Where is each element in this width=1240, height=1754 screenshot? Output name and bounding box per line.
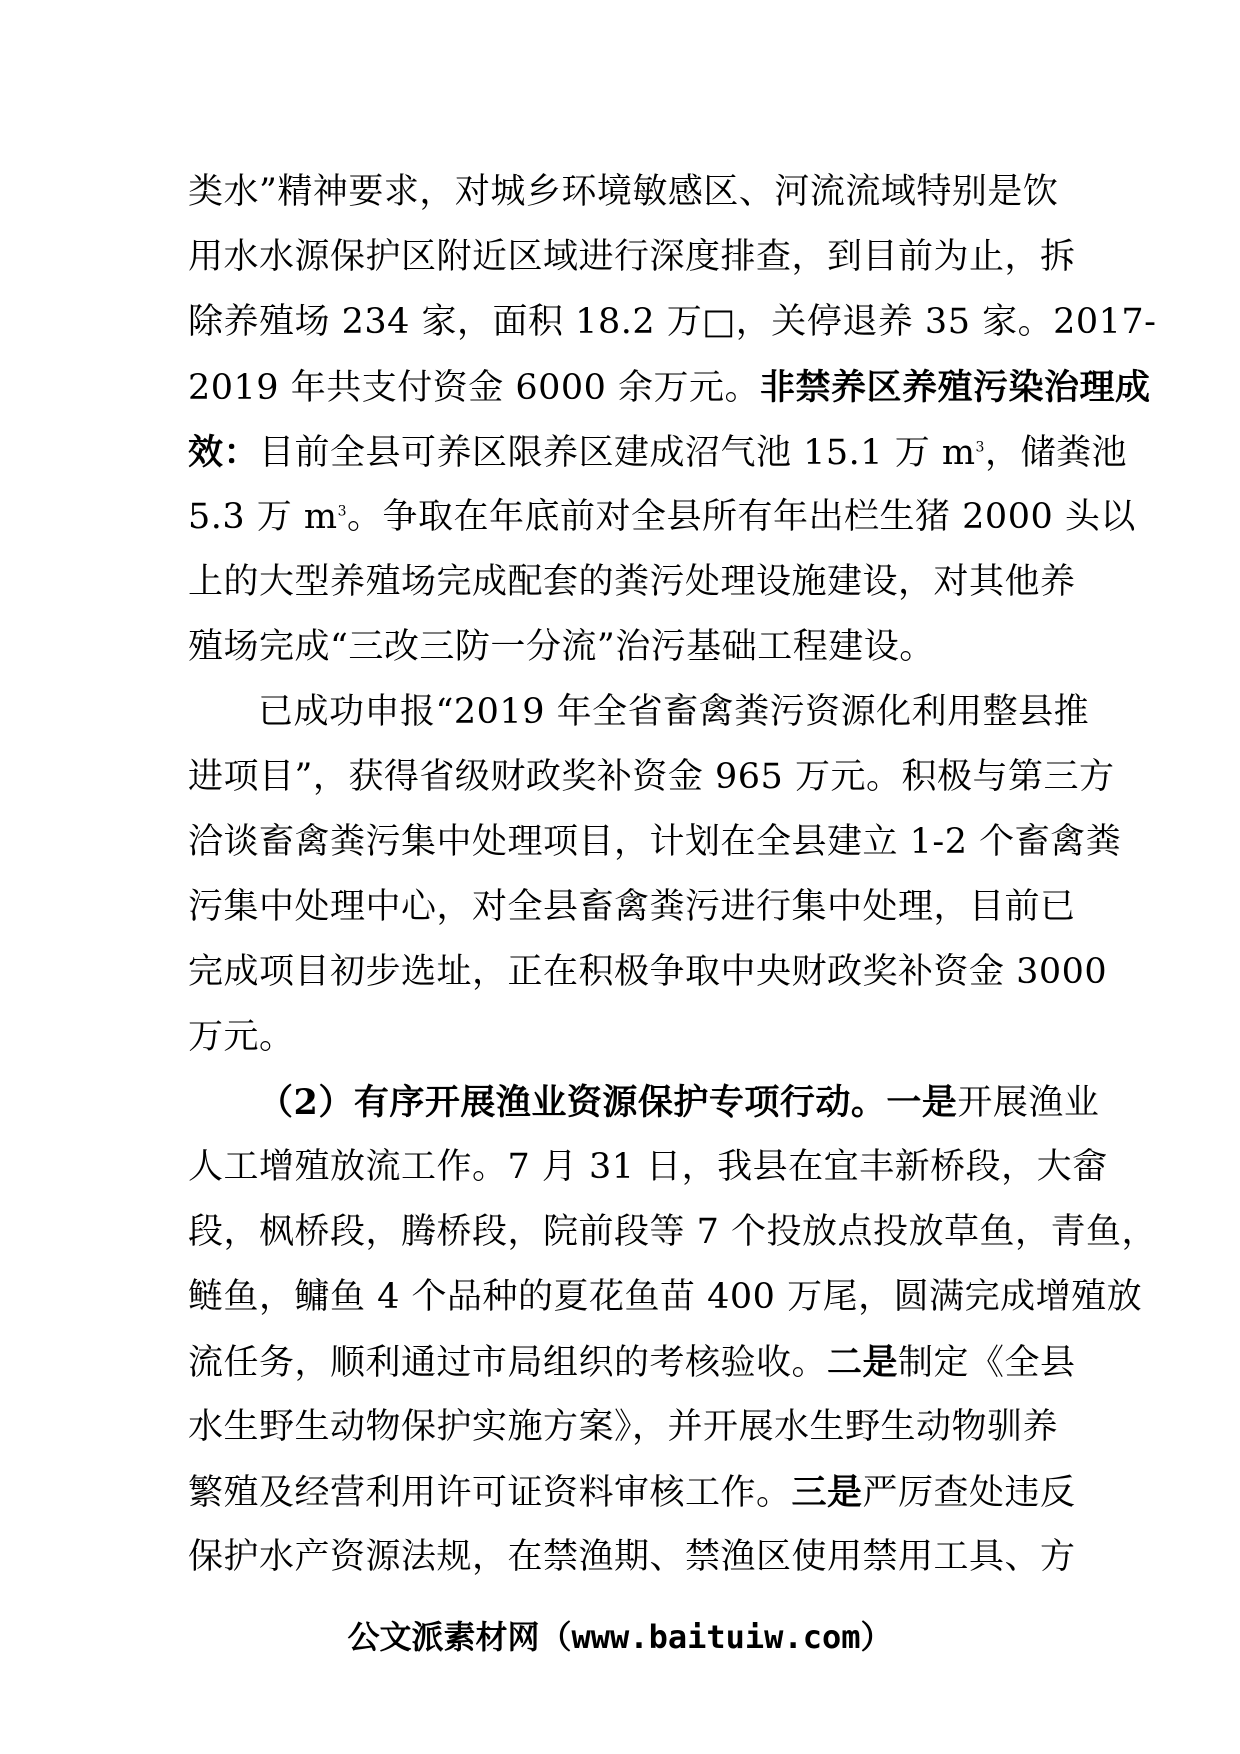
text-line xyxy=(188,875,1076,940)
footer-site-name: 公文派素材网 xyxy=(347,1618,540,1656)
text-span: 完成项目初步选址，正在积极争取中央财政奖补资金 3000 xyxy=(188,952,1108,992)
text-span: 制定《全县 xyxy=(898,1343,1076,1383)
text-span: 进项目”，获得省级财政奖补资金 965 万元。积极与第三方 xyxy=(188,757,1115,797)
text-line xyxy=(188,1200,1158,1265)
footer-url[interactable]: www.baituiw.com xyxy=(571,1618,861,1656)
text-span: 水生野生动物保护实施方案》，并开展水生野生动物驯养 xyxy=(188,1407,1059,1447)
text-span: 洽谈畜禽粪污集中处理项目，计划在全县建立 1-2 个畜禽粪 xyxy=(188,822,1122,862)
bold-heading: （2）有序开展渔业资源保护专项行动。一是 xyxy=(258,1082,958,1123)
text-span: 5.3 万 m xyxy=(188,497,338,537)
text-line xyxy=(188,615,1063,680)
text-line xyxy=(188,745,1115,810)
text-line xyxy=(188,160,1063,225)
text-span: 用水水源保护区附近区域进行深度排查，到目前为止，拆 xyxy=(188,237,1076,277)
text-line xyxy=(188,485,1136,550)
footer-paren: ） xyxy=(860,1618,893,1656)
text-span: 严厉查处违反 xyxy=(862,1473,1076,1513)
text-span: 人工增殖放流工作。7 月 31 日，我县在宜丰新桥段，大畲 xyxy=(188,1147,1108,1187)
text-line xyxy=(188,1330,1076,1395)
bold-heading: 效： xyxy=(188,432,260,473)
text-span: 开展渔业 xyxy=(957,1083,1100,1123)
text-line xyxy=(188,1395,1063,1460)
text-span: 保护水产资源法规，在禁渔期、禁渔区使用禁用工具、方 xyxy=(188,1537,1076,1577)
text-line xyxy=(188,940,1108,1005)
text-span: ，储粪池 xyxy=(984,433,1127,473)
text-span: 。争取在年底前对全县所有年出栏生猪 2000 头以 xyxy=(347,497,1136,537)
text-line xyxy=(188,420,1127,485)
bold-heading: 三是 xyxy=(791,1472,863,1513)
text-span: 已成功申报“2019 年全省畜禽粪污资源化利用整县推 xyxy=(258,692,1090,732)
text-span: 殖场完成“三改三防一分流”治污基础工程建设。 xyxy=(188,627,935,667)
document-body xyxy=(188,160,1158,1590)
text-span: 2019 年共支付资金 6000 余万元。 xyxy=(188,368,761,408)
text-span: 类水”精神要求，对城乡环境敏感区、河流流域特别是饮 xyxy=(188,172,1059,212)
text-span: 繁殖及经营利用许可证资料审核工作。 xyxy=(188,1473,792,1513)
bold-heading: 非禁养区养殖污染治理成 xyxy=(760,367,1151,408)
text-line xyxy=(188,1525,1076,1590)
text-span: 流任务，顺利通过市局组织的考核验收。 xyxy=(188,1343,828,1383)
text-line xyxy=(188,1070,1100,1135)
text-span: 段，枫桥段，腾桥段，院前段等 7 个投放点投放草鱼，青鱼， xyxy=(188,1212,1158,1252)
text-span: 上的大型养殖场完成配套的粪污处理设施建设，对其他养 xyxy=(188,562,1076,602)
footer-paren: （ xyxy=(539,1618,572,1656)
text-line xyxy=(188,290,1157,355)
superscript: 3 xyxy=(975,439,985,456)
text-line xyxy=(188,225,1076,290)
text-span: 万元。 xyxy=(188,1017,295,1057)
superscript: 3 xyxy=(337,503,348,520)
bold-heading: 二是 xyxy=(827,1342,899,1383)
text-span: 目前全县可养区限养区建成沼气池 15.1 万 m xyxy=(259,433,976,473)
text-line xyxy=(188,680,1090,745)
text-span: 除养殖场 234 家，面积 18.2 万□，关停退养 35 家。2017- xyxy=(188,302,1157,342)
text-line xyxy=(188,810,1122,875)
text-line xyxy=(188,1135,1108,1200)
text-line xyxy=(188,1005,1063,1070)
text-span: 污集中处理中心，对全县畜禽粪污进行集中处理，目前已 xyxy=(188,887,1076,927)
footer-watermark xyxy=(0,1612,1240,1658)
text-line xyxy=(188,550,1076,615)
text-line xyxy=(188,1460,1076,1525)
text-line xyxy=(188,355,1151,420)
text-line xyxy=(188,1265,1143,1330)
text-span: 鲢鱼，鳙鱼 4 个品种的夏花鱼苗 400 万尾，圆满完成增殖放 xyxy=(188,1277,1143,1317)
